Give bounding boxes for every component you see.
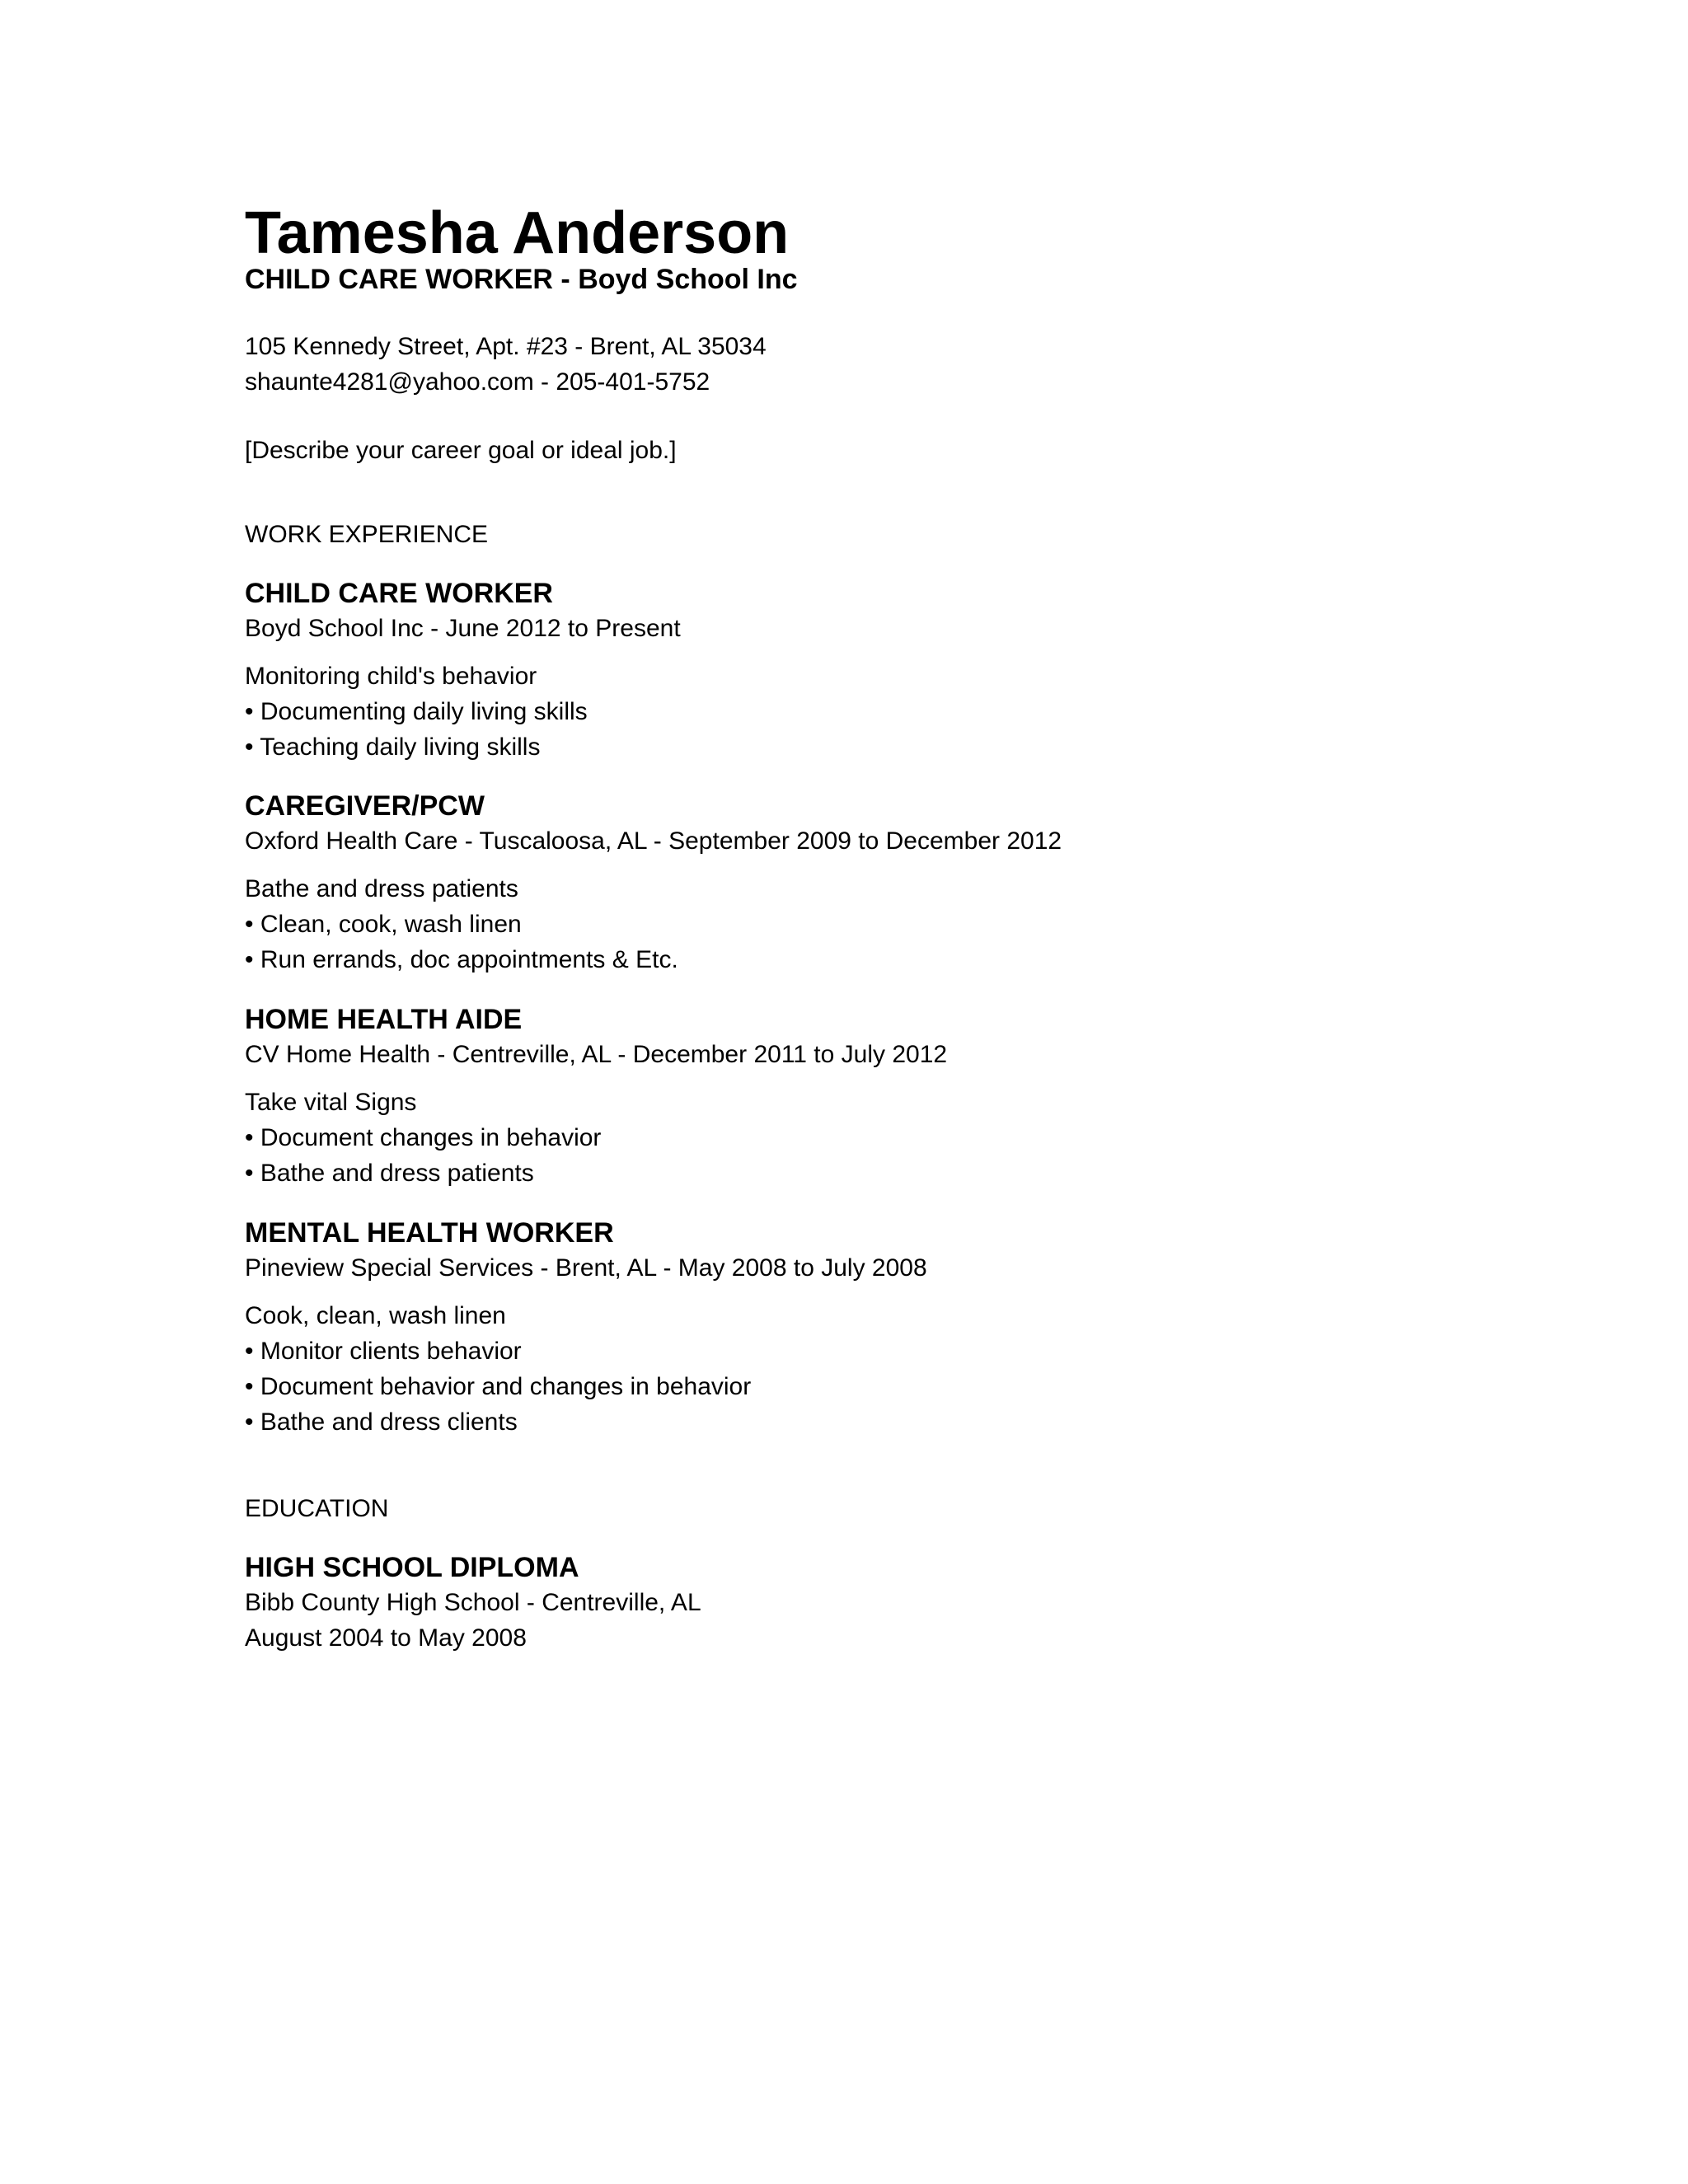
contact-line: shaunte4281@yahoo.com - 205-401-5752 [245,368,710,396]
education-heading: EDUCATION [245,1495,389,1522]
job-duty: • Document changes in behavior [245,1124,602,1151]
job-duty: Monitoring child's behavior [245,663,537,690]
candidate-name: Tamesha Anderson [245,200,790,266]
job-duty: • Monitor clients behavior [245,1338,522,1365]
job-meta: Boyd School Inc - June 2012 to Present [245,615,681,642]
job-meta: Oxford Health Care - Tuscaloosa, AL - September 2009 to December 2012 [245,827,1062,855]
job-meta: Pineview Special Services - Brent, AL - May 2008 to July 2008 [245,1254,927,1282]
objective-line: [Describe your career goal or ideal job.] [245,437,677,464]
school-line: Bibb County High School - Centreville, AL [245,1589,701,1616]
job-duty: Take vital Signs [245,1089,417,1116]
job-duty: • Document behavior and changes in behavior [245,1373,752,1400]
job-duty: • Clean, cook, wash linen [245,911,522,938]
job-duty: Cook, clean, wash linen [245,1302,506,1329]
work-experience-heading: WORK EXPERIENCE [245,521,489,548]
job-meta: CV Home Health - Centreville, AL - December 2011 to July 2012 [245,1041,948,1068]
job-duty: Bathe and dress patients [245,875,518,902]
candidate-headline: CHILD CARE WORKER - Boyd School Inc [245,264,798,295]
job-duty: • Documenting daily living skills [245,698,588,725]
job-title: CHILD CARE WORKER [245,578,553,609]
job-duty: • Bathe and dress clients [245,1408,518,1436]
job-title: CAREGIVER/PCW [245,790,485,822]
job-duty: • Run errands, doc appointments & Etc. [245,946,678,973]
degree-title: HIGH SCHOOL DIPLOMA [245,1552,579,1583]
job-title: HOME HEALTH AIDE [245,1004,523,1035]
job-duty: • Bathe and dress patients [245,1160,534,1187]
address-line: 105 Kennedy Street, Apt. #23 - Brent, AL 35034 [245,333,767,360]
job-title: MENTAL HEALTH WORKER [245,1217,614,1249]
job-duty: • Teaching daily living skills [245,733,541,761]
education-dates: August 2004 to May 2008 [245,1624,527,1652]
